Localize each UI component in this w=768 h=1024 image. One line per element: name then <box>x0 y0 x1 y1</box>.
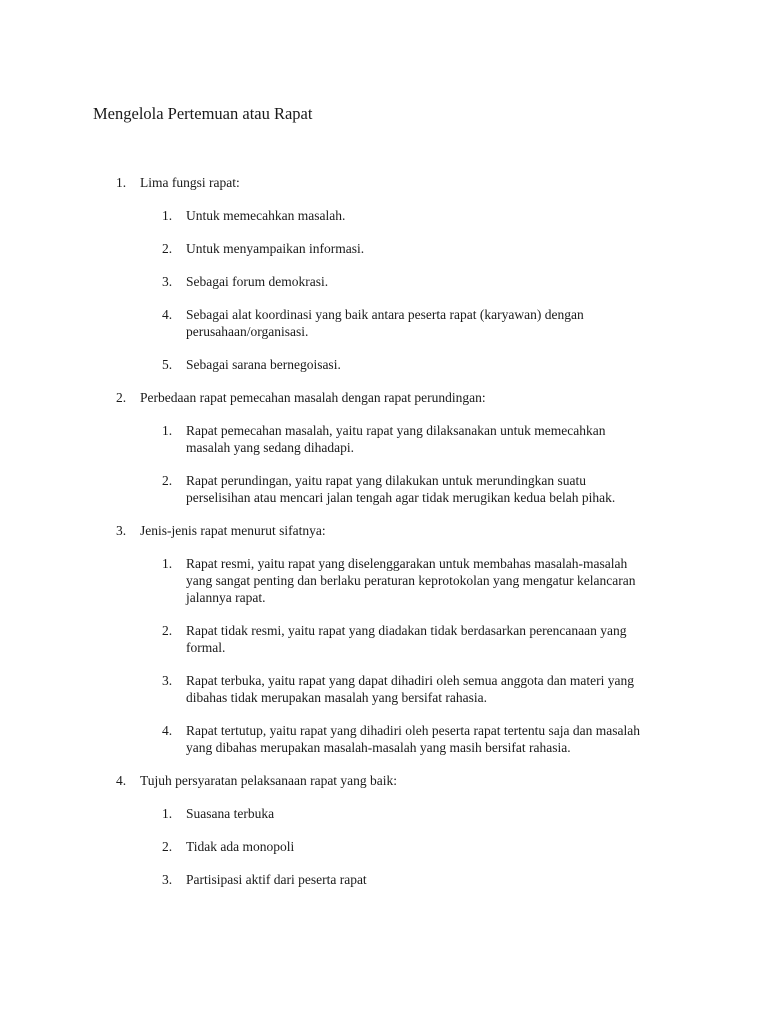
subitem-list <box>0 207 768 373</box>
list-item-number: 2. <box>162 839 173 854</box>
list-item <box>0 871 646 888</box>
list-item-text: Partisipasi aktif dari peserta rapat <box>186 872 367 887</box>
list-item <box>0 805 646 822</box>
list-item <box>0 555 646 606</box>
list-item-text: Rapat pemecahan masalah, yaitu rapat yang dilaksanakan untuk memecahkan masalah yang sedang dihadapi. <box>186 423 606 455</box>
list-item <box>0 838 646 855</box>
list-item <box>0 472 646 506</box>
section-heading-text: Tujuh persyaratan pelaksanaan rapat yang baik: <box>140 773 398 788</box>
section-heading <box>0 389 660 406</box>
list-item <box>0 722 646 756</box>
list-item-text: Untuk memecahkan masalah. <box>186 208 346 223</box>
list-item-number: 4. <box>162 723 173 738</box>
subitem-list <box>0 555 768 756</box>
section-heading <box>0 174 660 191</box>
list-item-text: Rapat tidak resmi, yaitu rapat yang diadakan tidak berdasarkan perencanaan yang formal. <box>186 623 627 655</box>
list-item-number: 1. <box>162 423 173 438</box>
list-item-text: Rapat tertutup, yaitu rapat yang dihadiri oleh peserta rapat tertentu saja dan masalah yang dibahas merupakan masalah-masalah yang masih bersifat rahasia. <box>186 723 640 755</box>
section-item <box>0 174 768 373</box>
list-item-text: Rapat resmi, yaitu rapat yang diselenggarakan untuk membahas masalah-masalah yang sangat penting dan berlaku peraturan keprotokolan yang mengatur kelancaran jalannya rapat. <box>186 556 636 605</box>
list-item-text: Sebagai sarana bernegoisasi. <box>186 357 341 372</box>
list-item-text: Rapat perundingan, yaitu rapat yang dilakukan untuk merundingkan suatu perselisihan atau mencari jalan tengah agar tidak merugikan kedua belah pihak. <box>186 473 616 505</box>
list-item <box>0 422 646 456</box>
section-number: 2. <box>116 390 127 405</box>
section-heading <box>0 522 660 539</box>
list-item-number: 1. <box>162 556 173 571</box>
list-item <box>0 306 646 340</box>
section-item <box>0 389 768 506</box>
section-number: 4. <box>116 773 127 788</box>
list-item-number: 4. <box>162 307 173 322</box>
section-heading-text: Jenis-jenis rapat menurut sifatnya: <box>140 523 326 538</box>
list-item-text: Sebagai alat koordinasi yang baik antara peserta rapat (karyawan) dengan perusahaan/organisasi. <box>186 307 584 339</box>
list-item-number: 3. <box>162 274 173 289</box>
list-item-number: 3. <box>162 673 173 688</box>
document-title: Mengelola Pertemuan atau Rapat <box>93 104 313 123</box>
section-number: 3. <box>116 523 127 538</box>
subitem-list <box>0 422 768 506</box>
list-item-text: Untuk menyampaikan informasi. <box>186 241 365 256</box>
list-item-number: 1. <box>162 208 173 223</box>
list-item-text: Suasana terbuka <box>186 806 275 821</box>
list-item <box>0 207 646 224</box>
list-item-number: 2. <box>162 473 173 488</box>
section-item <box>0 772 768 888</box>
list-item-number: 5. <box>162 357 173 372</box>
list-item <box>0 356 646 373</box>
section-number: 1. <box>116 175 127 190</box>
section-list <box>0 174 768 904</box>
section-heading-text: Perbedaan rapat pemecahan masalah dengan rapat perundingan: <box>140 390 486 405</box>
subitem-list <box>0 805 768 888</box>
list-item-number: 2. <box>162 241 173 256</box>
list-item <box>0 672 646 706</box>
list-item-number: 2. <box>162 623 173 638</box>
list-item-text: Rapat terbuka, yaitu rapat yang dapat dihadiri oleh semua anggota dan materi yang dibahas tidak merupakan masalah yang bersifat rahasia. <box>186 673 634 705</box>
list-item <box>0 622 646 656</box>
section-heading-text: Lima fungsi rapat: <box>140 175 240 190</box>
section-item <box>0 522 768 756</box>
list-item-text: Tidak ada monopoli <box>186 839 295 854</box>
list-item <box>0 240 646 257</box>
list-item-number: 1. <box>162 806 173 821</box>
list-item <box>0 273 646 290</box>
section-heading <box>0 772 660 789</box>
list-item-number: 3. <box>162 872 173 887</box>
list-item-text: Sebagai forum demokrasi. <box>186 274 329 289</box>
